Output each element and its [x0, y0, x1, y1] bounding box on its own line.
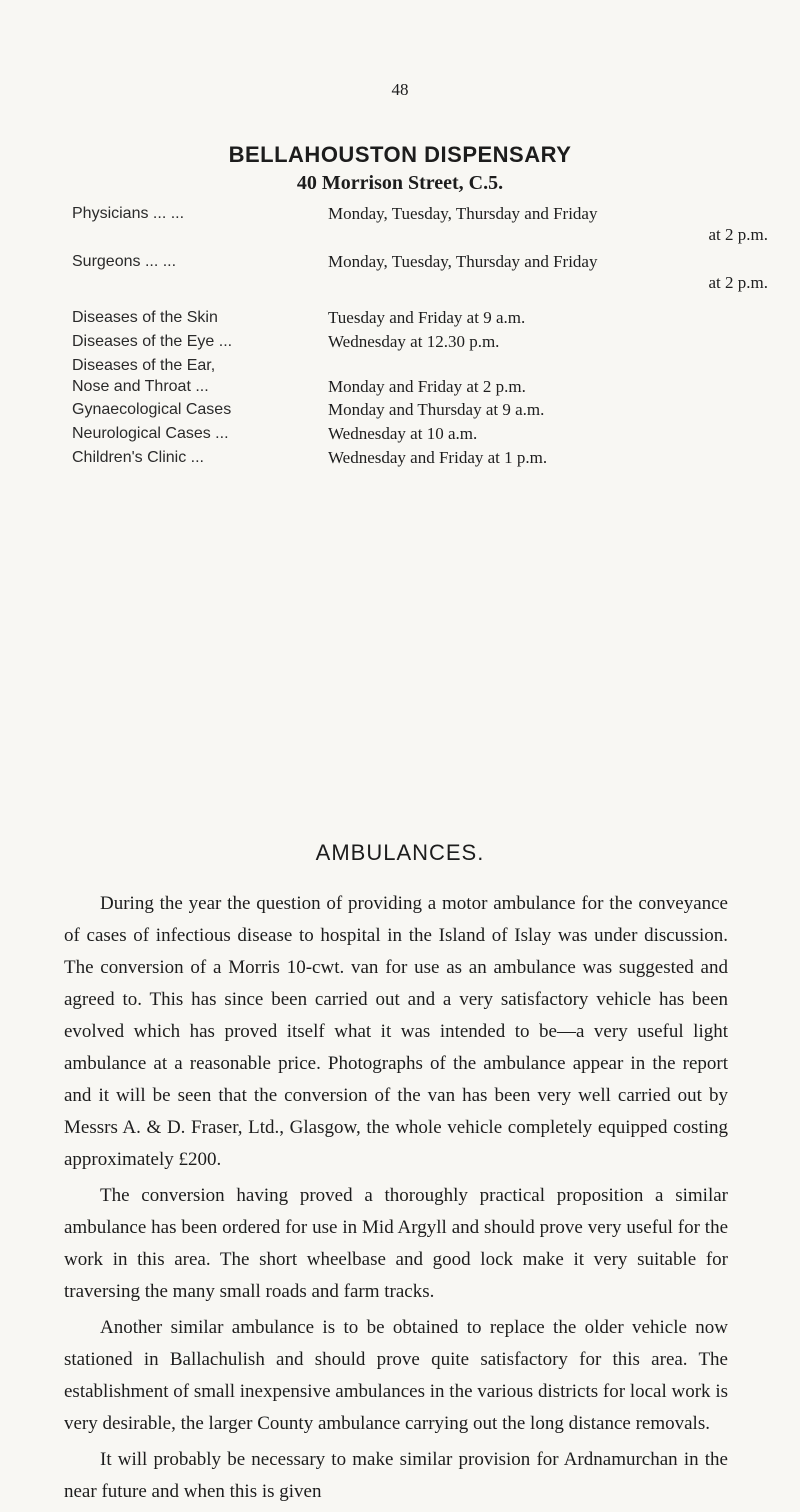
clinic-times: Tuesday and Friday at 9 a.m.	[328, 308, 526, 327]
clinic-times-line: at 2 p.m.	[708, 273, 768, 292]
paragraph: The conversion having proved a thoroughly practical proposition a similar ambulance has been ordered for use in Mid Argyll and should prove very useful for the work in this area. The short wheelbase and good lock make it very suitable for traversing the many small roads and farm tracks.	[64, 1185, 728, 1302]
clinic-name: Physicians ... ...	[72, 205, 185, 222]
clinic-times: Wednesday at 12.30 p.m.	[328, 332, 500, 351]
ambulances-body	[64, 888, 728, 1512]
clinic-name: Surgeons ... ...	[72, 253, 177, 270]
clinic-name: Diseases of the Eye ...	[72, 333, 233, 350]
clinic-times-line: Monday, Tuesday, Thursday and Friday	[328, 252, 598, 271]
clinic-name: Neurological Cases ...	[72, 425, 229, 442]
clinic-name: Diseases of the Skin	[72, 309, 218, 326]
clinic-name: Gynaecological Cases	[72, 401, 232, 418]
clinic-times-line: at 2 p.m.	[708, 225, 768, 244]
clinic-times: Monday and Friday at 2 p.m.	[328, 377, 526, 396]
page-number: 48	[391, 80, 409, 99]
paragraph: Another similar ambulance is to be obtained to replace the older vehicle now stationed in Ballachulish and should prove quite satisfactory for this area. The establishment of small inexpensive ambulances in the various districts for local work is very desirable, the larger County ambulance carrying out the long distance removals.	[64, 1317, 728, 1434]
clinic-name: Diseases of the Ear, Nose and Throat ...	[72, 357, 216, 395]
ambulances-heading: AMBULANCES.	[315, 840, 485, 865]
clinic-times: Monday and Thursday at 9 a.m.	[328, 400, 545, 419]
clinic-times-line: Monday, Tuesday, Thursday and Friday	[328, 204, 598, 223]
dispensary-address: 40 Morrison Street, C.5.	[296, 172, 504, 194]
dispensary-title: BELLAHOUSTON DISPENSARY	[228, 142, 572, 167]
paragraph: It will probably be necessary to make similar provision for Ardnamurchan in the near future and when this is given	[64, 1449, 728, 1502]
clinic-times: Wednesday and Friday at 1 p.m.	[328, 448, 548, 467]
clinic-times	[328, 203, 768, 245]
clinic-name: Children's Clinic ...	[72, 449, 204, 466]
clinic-times: Wednesday at 10 a.m.	[328, 424, 478, 443]
clinic-times	[328, 251, 768, 293]
paragraph: During the year the question of providing a motor ambulance for the conveyance of cases of infectious disease to hospital in the Island of Islay was under discussion. The conversion of a Morris 10-cwt. van for use as an ambulance was suggested and agreed to. This has since been carried out and a very satisfactory vehicle has been evolved which has proved itself what it was intended to be—a very useful light ambulance at a reasonable price. Photographs of the ambulance appear in the report and it will be seen that the conversion of the van has been very well carried out by Messrs A. & D. Fraser, Ltd., Glasgow, the whole vehicle completely equipped costing approximately £200.	[64, 893, 728, 1170]
